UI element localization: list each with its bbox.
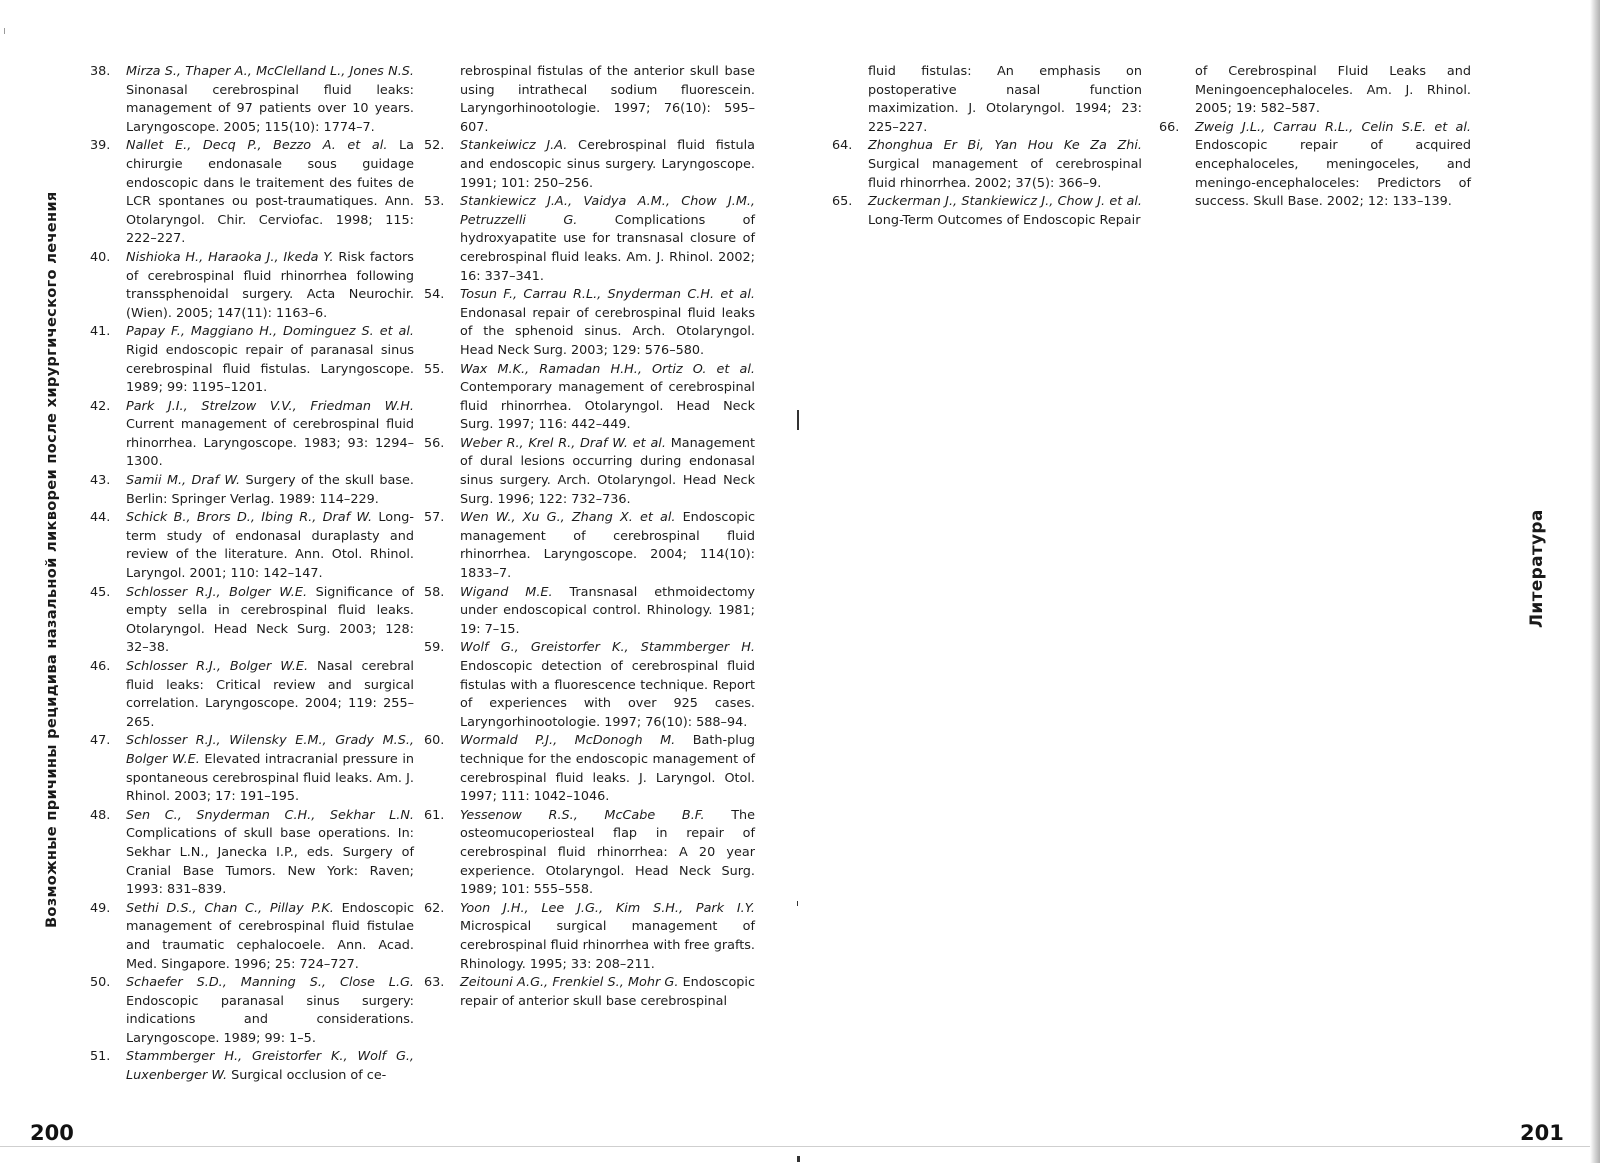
reference-text: Surgical management of cerebrospinal fluid rhinorrhea. 2002; 37(5): 366–9. [868, 156, 1142, 191]
reference-text: Bath-plug technique for the endoscopic management of cerebrospinal fluid leaks. J. Laryngol. Otol. 1997; 111: 1042–1046. [460, 733, 755, 805]
page-edge-shadow [1590, 0, 1600, 1163]
reference-text: Long-term study of endonasal duraplasty and review of the literature. Ann. Otol. Rhinol. Laryngol. 2001; 110: 142–147. [126, 510, 414, 582]
reference-item [424, 193, 755, 286]
reference-number: 65. [832, 194, 853, 210]
reference-authors: Zeitouni A.G., Frenkiel S., Mohr G. [460, 975, 679, 991]
reference-text: Significance of empty sella in cerebrospinal fluid leaks. Otolaryngol. Head Neck Surg. 2003; 128: 32–38. [126, 584, 414, 656]
reference-column-1 [90, 63, 414, 1086]
reference-item [90, 807, 414, 900]
reference-number: 55. [424, 361, 445, 377]
reference-text: Microspical surgical management of cerebrospinal fluid rhinorrhea with free grafts. Rhinology. 1995; 33: 208–211. [460, 919, 755, 972]
reference-authors: Schlosser R.J., Bolger W.E. [126, 584, 308, 600]
reference-authors: Mirza S., Thaper A., McClelland L., Jones N.S. [126, 64, 414, 79]
reference-number: 64. [832, 138, 853, 154]
reference-item [424, 807, 755, 900]
reference-text: Management of dural lesions occurring during endonasal sinus surgery. Arch. Otolaryngol. Head Neck Surg. 1996; 122: 732–736. [460, 435, 755, 507]
reference-item [424, 584, 755, 640]
reference-item [424, 900, 755, 974]
reference-item [1159, 119, 1471, 212]
reference-number: 41. [90, 324, 111, 340]
reference-authors: Papay F., Maggiano H., Dominguez S. et al. [126, 324, 414, 340]
reference-item [90, 323, 414, 397]
reference-authors: Samii M., Draf W. [126, 473, 241, 489]
page-bottom-edge [0, 1146, 1600, 1147]
reference-number: 66. [1159, 119, 1180, 135]
reference-number: 49. [90, 900, 111, 916]
reference-item [424, 361, 755, 435]
running-title-left: Возможные причины рецидива назальной ликвореи после хирургического лечения [43, 191, 60, 928]
reference-authors: Stammberger H., Greistorfer K., Wolf G., Luxenberger W. [126, 1049, 414, 1084]
reference-text: Endonasal repair of cerebrospinal fluid leaks of the sphenoid sinus. Arch. Otolaryngol. Head Neck Surg. 2003; 129: 576–580. [460, 305, 755, 358]
spine-mark [797, 1156, 800, 1162]
reference-authors: Wax M.K., Ramadan H.H., Ortiz O. et al. [460, 361, 755, 377]
reference-text: Contemporary management of cerebrospinal fluid rhinorrhea. Otolaryngol. Head Neck Surg. 1997; 116: 442–449. [460, 380, 755, 433]
reference-column-3 [832, 63, 1142, 230]
reference-number: 38. [90, 64, 111, 79]
reference-text: Elevated intracranial pressure in spontaneous cerebrospinal fluid leaks. Am. J. Rhinol. 2003; 17: 191–195. [126, 751, 414, 805]
reference-authors: Wigand M.E. [460, 584, 553, 600]
reference-number: 56. [424, 435, 445, 451]
reference-authors: Sethi D.S., Chan C., Pillay P.K. [126, 900, 334, 916]
reference-authors: Stankiewicz J.A., Vaidya A.M., Chow J.M., Petruzzelli G. [460, 194, 755, 228]
reference-number: 40. [90, 249, 111, 265]
reference-text: Cerebrospinal fluid fistula and endoscopic sinus surgery. Laryngoscope. 1991; 101: 250–256. [460, 138, 755, 191]
reference-text: Transnasal ethmoidectomy under endoscopical control. Rhinology. 1981; 19: 7–15. [460, 584, 755, 637]
reference-text: Endoscopic paranasal sinus surgery: indications and considerations. Laryngoscope. 1989; 99: 1–5. [126, 993, 414, 1046]
reference-item [90, 472, 414, 509]
page-number-right: 201 [1520, 1121, 1564, 1145]
reference-authors: Wormald P.J., McDonogh M. [460, 733, 676, 749]
reference-item [424, 137, 755, 193]
reference-item [90, 900, 414, 974]
reference-text: Complications of skull base operations. In: Sekhar L.N., Janecka I.P., eds. Surgery of Cranial Base Tumors. New York: Raven; 1993: 831–839. [126, 826, 414, 898]
reference-number: 50. [90, 975, 111, 991]
reference-number: 57. [424, 510, 445, 526]
reference-item [90, 1048, 414, 1085]
reference-text: The osteomucoperiosteal flap in repair of cerebrospinal fluid rhinorrhea: A 20 year experience. Otolaryngol. Head Neck Surg. 1989; 101: 555–558. [460, 807, 755, 898]
reference-column-4 [1159, 63, 1471, 212]
spine-mark [797, 410, 799, 430]
reference-text: Endoscopic management of cerebrospinal fluid fistulae and traumatic cephalocoele. Ann. Acad. Med. Singapore. 1996; 25: 724–727. [126, 900, 414, 972]
reference-text: Endoscopic repair of anterior skull base cerebrospinal [460, 975, 755, 1009]
reference-continuation: rebrospinal fistulas of the anterior skull base using intrathecal sodium fluorescein. Laryngorhinootologie. 1997; 76(10): 595–607. [460, 64, 755, 135]
reference-item [832, 193, 1142, 230]
reference-item [424, 732, 755, 806]
reference-authors: Park J.I., Strelzow V.V., Friedman W.H. [126, 398, 414, 414]
reference-column-2 [424, 63, 755, 1011]
reference-authors: Schlosser R.J., Bolger W.E. [126, 659, 309, 674]
reference-number: 60. [424, 733, 445, 749]
reference-text: Endoscopic detection of cerebrospinal fluid fistulas with a fluorescence technique. Report of experiences with over 925 cases. Laryngorhinootologie. 1997; 76(10): 588–94. [460, 659, 755, 730]
reference-authors: Yessenow R.S., McCabe B.F. [460, 807, 705, 823]
reference-text: Rigid endoscopic repair of paranasal sinus cerebrospinal fluid fistulas. Laryngoscope. 1989; 99: 1195–1201. [126, 342, 414, 396]
reference-authors: Zweig J.L., Carrau R.L., Celin S.E. et al. [1195, 119, 1471, 135]
reference-authors: Schick B., Brors D., Ibing R., Draf W. [126, 510, 373, 526]
reference-authors: Weber R., Krel R., Draf W. et al. [460, 435, 666, 451]
reference-number: 58. [424, 584, 445, 600]
reference-authors: Sen C., Snyderman C.H., Sekhar L.N. [126, 807, 414, 823]
page-number-left: 200 [30, 1121, 74, 1145]
reference-item [90, 249, 414, 323]
reference-text: Current management of cerebrospinal fluid rhinorrhea. Laryngoscope. 1983; 93: 1294–1300. [126, 417, 414, 470]
reference-text: La chirurgie endonasale sous guidage endoscopic dans le traitement des fuites de LCR spontanes ou post-traumatiques. Ann. Otolaryngol. Chir. Cerviofac. 1998; 115: 222–227. [126, 138, 414, 247]
reference-number: 46. [90, 659, 111, 674]
reference-text: Long-Term Outcomes of Endoscopic Repair [868, 212, 1141, 228]
running-title-right: Литература [1527, 509, 1547, 628]
reference-text: Sinonasal cerebrospinal fluid leaks: management of 97 patients over 10 years. Laryngoscope. 2005; 115(10): 1774–7. [126, 82, 414, 135]
reference-item [90, 398, 414, 472]
reference-number: 62. [424, 900, 445, 916]
reference-continuation: of Cerebrospinal Fluid Leaks and Meningoencephaloceles. Am. J. Rhinol. 2005; 19: 582–587. [1195, 64, 1471, 117]
reference-authors: Zhonghua Er Bi, Yan Hou Ke Za Zhi. [868, 138, 1142, 154]
reference-number: 47. [90, 733, 111, 749]
reference-item [90, 584, 414, 658]
reference-number: 44. [90, 510, 111, 526]
spine-mark [797, 901, 798, 906]
reference-number: 61. [424, 807, 445, 823]
reference-number: 63. [424, 975, 445, 991]
reference-authors: Schlosser R.J., Wilensky E.M., Grady M.S., Bolger W.E. [126, 733, 414, 767]
reference-text: Endoscopic repair of acquired encephaloceles, meningoceles, and meningo-encephaloceles: Predictors of success. Skull Base. 2002; 12: 133–139. [1195, 138, 1471, 210]
reference-text: Surgery of the skull base. Berlin: Springer Verlag. 1989: 114–229. [126, 473, 414, 507]
reference-number: 45. [90, 584, 111, 600]
reference-item [424, 639, 755, 732]
reference-number: 42. [90, 398, 111, 414]
reference-number: 43. [90, 473, 111, 489]
reference-number: 53. [424, 194, 445, 210]
reference-authors: Zuckerman J., Stankiewicz J., Chow J. et al. [868, 194, 1142, 210]
reference-item [90, 509, 414, 583]
reference-number: 54. [424, 287, 445, 303]
reference-number: 52. [424, 138, 445, 154]
reference-item [424, 974, 755, 1011]
scan-mark [4, 28, 5, 34]
reference-item [832, 137, 1142, 193]
reference-authors: Nishioka H., Haraoka J., Ikeda Y. [126, 249, 334, 265]
reference-authors: Wolf G., Greistorfer K., Stammberger H. [460, 640, 755, 656]
reference-number: 51. [90, 1049, 111, 1065]
reference-text: Endoscopic management of cerebrospinal fluid rhinorrhea. Laryngoscope. 2004; 114(10): 1833–7. [460, 510, 755, 582]
reference-text: Risk factors of cerebrospinal fluid rhinorrhea following transsphenoidal surgery. Acta Neurochir. (Wien). 2005; 147(11): 1163–6. [126, 249, 414, 321]
reference-item [90, 974, 414, 1048]
reference-text: Complications of hydroxyapatite use for transnasal closure of cerebrospinal fluid leaks. Am. J. Rhinol. 2002; 16: 337–341. [460, 212, 755, 284]
reference-item [90, 732, 414, 806]
reference-item [90, 63, 414, 137]
reference-item [424, 435, 755, 509]
reference-authors: Wen W., Xu G., Zhang X. et al. [460, 510, 676, 526]
reference-text: Surgical occlusion of ce- [227, 1068, 387, 1084]
reference-text: Nasal cerebral fluid leaks: Critical review and surgical correlation. Laryngoscope. 2004; 119: 255–265. [126, 659, 414, 730]
reference-authors: Yoon J.H., Lee J.G., Kim S.H., Park I.Y. [460, 900, 755, 916]
reference-item [90, 658, 414, 732]
reference-authors: Nallet E., Decq P., Bezzo A. et al. [126, 138, 388, 154]
reference-item [424, 509, 755, 583]
reference-number: 48. [90, 807, 111, 823]
reference-number: 39. [90, 138, 111, 154]
reference-authors: Tosun F., Carrau R.L., Snyderman C.H. et al. [460, 287, 755, 303]
reference-authors: Schaefer S.D., Manning S., Close L.G. [126, 975, 414, 991]
reference-item [424, 286, 755, 360]
reference-authors: Stankeiwicz J.A. [460, 138, 568, 154]
reference-item [90, 137, 414, 249]
reference-continuation: fluid fistulas: An emphasis on postoperative nasal function maximization. J. Otolaryngol. 1994; 23: 225–227. [868, 64, 1142, 135]
reference-number: 59. [424, 640, 445, 656]
